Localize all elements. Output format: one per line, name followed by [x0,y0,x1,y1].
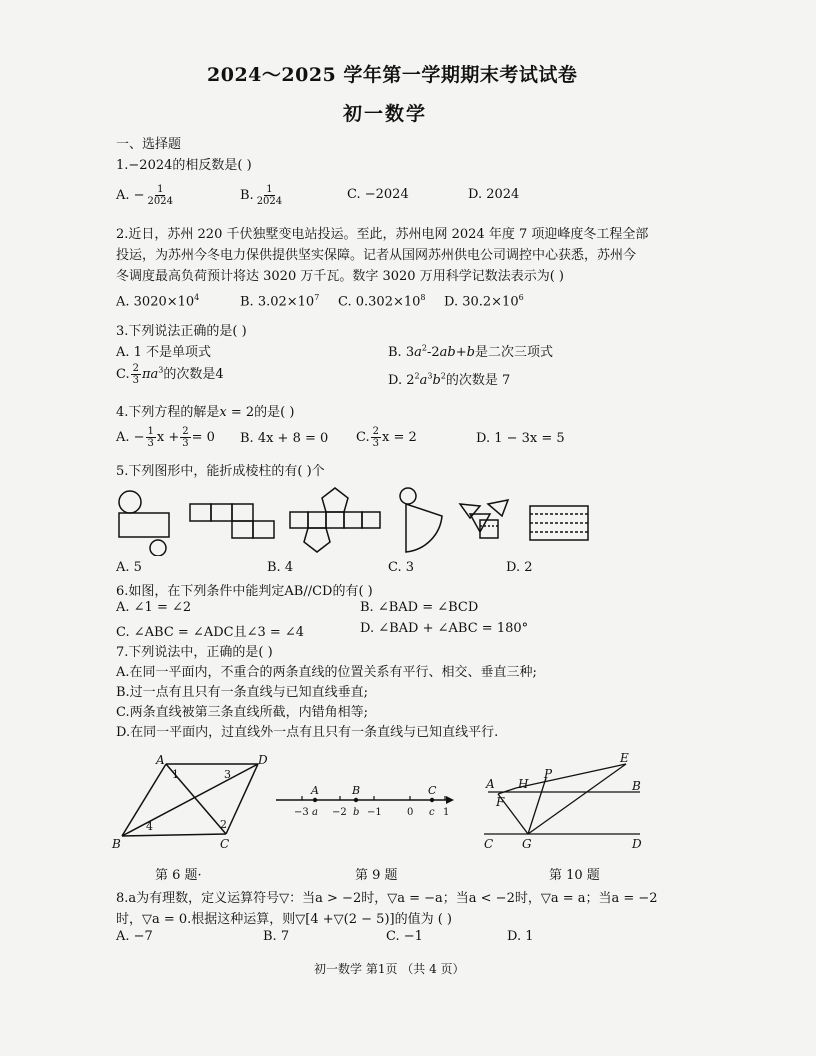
question-7-stem: 7.下列说法中，正确的是( ) [116,645,273,660]
question-6-option-c: C. ∠ABC = ∠ADC且∠3 = ∠4 [116,625,305,640]
figure-6-caption: 第 6 题· [155,868,202,883]
denominator: 2024 [256,196,283,207]
question-4-option-c [356,426,417,449]
question-6-option-d: D. ∠BAD + ∠ABC = 180° [360,621,529,636]
numerator: 1 [157,184,164,195]
question-8-option-c: C. −1 [386,929,423,944]
figure-9-number-line [272,780,462,830]
point-e-label: E [620,751,629,765]
question-2-option-a [116,293,199,309]
exponent: 7 [314,293,320,302]
tick-1: 1 [443,807,450,818]
question-2-line-3: 冬调度最高负荷预计将达 3020 万千瓦。数字 3020 万用科学记数法表示为( ) [116,269,564,284]
question-4-option-d: D. 1 − 3x = 5 [476,431,565,446]
question-6-option-a: A. ∠1 = ∠2 [116,600,192,615]
option-label: A. − [116,188,145,203]
question-2-line-2: 投运，为苏州今冬电力保供提供坚实保障。记者从国网苏州供电公司调控中心获悉，苏州今 [116,248,637,263]
figure-9-caption: 第 9 题 [355,868,398,883]
question-3-option-c [116,363,224,386]
option-text: 的次数是4 [163,367,224,382]
option-text: x = 2 [382,430,417,445]
question-4-option-a [116,426,215,449]
question-3-option-b [388,341,553,360]
question-1-stem: 1.−2024的相反数是( ) [116,158,252,173]
net-folded-rectangle [530,506,588,540]
option-text: B. 3.02×10 [240,294,315,310]
net-pentagonal-prism [290,488,380,552]
fraction [255,184,284,207]
tick-0: 0 [407,807,414,818]
question-8-option-b: B. 7 [263,929,290,944]
variable: ab [439,345,456,360]
net-cone [400,488,442,552]
denominator: 2024 [147,196,173,207]
exponent: 2 [440,371,446,381]
exam-subject: 初一数学 [343,103,428,125]
stem-text: = 2的是( ) [226,405,295,420]
angle-4-label: 4 [146,820,153,833]
question-8-option-d: D. 1 [507,929,534,944]
question-6-option-b: B. ∠BAD = ∠BCD [360,600,479,615]
value-c-label: c [429,807,435,818]
question-5-option-b: B. 4 [267,560,294,575]
point-b-label: B [112,837,121,851]
question-5-option-d: D. 2 [506,560,533,575]
net-cylinder [119,491,169,556]
option-text: + [455,345,467,360]
tick-minus-1: −1 [367,807,382,818]
denominator: 3 [132,375,139,386]
point-a-label: A [311,784,319,797]
option-label: C. [116,367,130,382]
exponent: 6 [518,293,524,302]
question-3-stem: 3.下列说法正确的是( ) [116,324,247,339]
exponent: 2 [421,343,427,353]
option-text: x + [156,430,180,445]
point-b-label: B [352,784,361,797]
question-8-line-1: 8.a为有理数，定义运算符号▽：当a > −2时，▽a = −a；当a < −2时，▽a = a；当a = −2 [116,891,658,906]
question-1-option-b [240,184,285,207]
question-8-line-2: 时，▽a = 0.根据这种运算，则▽[4 +▽(2 − 5)]的值为 ( ) [116,912,452,927]
question-7-option-d: D.在同一平面内，过直线外一点有且只有一条直线与已知直线平行. [116,725,499,740]
denominator: 3 [147,438,154,449]
question-2-option-c [338,293,426,309]
question-3-option-d [388,369,510,388]
stem-text: 4.下列方程的解是 [116,405,220,420]
fraction [371,426,381,449]
question-1-option-d: D. 2024 [468,187,520,202]
question-4-option-b: B. 4x + 8 = 0 [240,431,329,446]
fraction [131,363,141,386]
figure-10-caption: 第 10 题 [549,868,600,883]
question-7-option-a: A.在同一平面内，不重合的两条直线的位置关系有平行、相交、垂直三种; [116,665,537,680]
question-5-option-a: A. 5 [116,560,142,575]
question-8-option-a: A. −7 [116,929,153,944]
section-heading: 一、选择题 [116,137,182,152]
question-2-line-1: 2.近日，苏州 220 千伏独墅变电站投运。至此，苏州电网 2024 年度 7 项迎峰度冬工程全部 [116,227,649,242]
numerator: 2 [132,363,139,374]
question-5-nets-figure [110,484,600,556]
net-triangular [460,500,508,538]
question-2-option-b [240,293,319,309]
fraction [146,426,156,449]
variable: a [414,345,422,360]
option-text: D. 2 [388,373,415,388]
point-f-label: F [496,795,505,809]
point-p-label: P [544,767,553,781]
denominator: 3 [372,438,379,449]
option-text: = 0 [191,430,215,445]
option-text: D. 30.2×10 [444,294,519,310]
option-label: A. − [116,430,145,445]
point-b-label: B [632,779,641,793]
figure-10-parallel-lines [478,748,658,852]
point-d-label: D [632,837,642,851]
net-squares [190,504,274,538]
numerator: 1 [266,184,273,195]
point-c-label: C [484,837,494,851]
question-3-option-a: A. 1 不是单项式 [116,345,212,360]
exponent: 3 [427,371,433,381]
angle-2-label: 2 [220,818,227,831]
option-text: B. 3 [388,345,415,360]
angle-3-label: 3 [224,768,231,781]
point-h-label: H [518,777,529,791]
exponent: 8 [420,293,426,302]
question-2-option-d [444,293,524,309]
numerator: 2 [372,426,379,437]
question-6-stem: 6.如图，在下列条件中能判定AB//CD的有( ) [116,584,373,599]
question-5-option-c: C. 3 [388,560,415,575]
point-g-label: G [522,837,532,851]
option-text: A. 3020×10 [116,294,195,310]
option-text: 是二次三项式 [474,345,553,360]
question-5-stem: 5.下列图形中，能折成棱柱的有( )个 [116,464,325,479]
numerator: 1 [147,426,154,437]
point-c-label: C [428,784,437,797]
option-label: C. [356,430,370,445]
point-d-label: D [258,753,268,767]
tick-minus-3: −3 [294,807,309,818]
angle-1-label: 1 [172,768,179,781]
point-a-label: A [156,753,165,767]
fraction [146,184,175,207]
denominator: 3 [182,438,189,449]
variable: x [219,405,227,420]
fraction [180,426,190,449]
exponent: 3 [158,365,164,375]
exponent: 2 [414,371,420,381]
question-1-option-a [116,184,176,207]
variable: b [432,373,441,388]
point-c-label: C [220,837,230,851]
page-footer: 初一数学 第1页 （共 4 页） [314,962,465,976]
value-b-label: b [353,807,360,818]
option-text: -2 [426,345,440,360]
question-1-option-c: C. −2024 [347,187,409,202]
variable: πa [142,367,159,382]
option-text: C. 0.302×10 [338,294,421,310]
question-7-option-b: B.过一点有且只有一条直线与已知直线垂直; [116,685,369,700]
option-text: 的次数是 7 [445,373,511,388]
point-a-label: A [486,777,495,791]
option-label: B. [240,188,254,203]
question-7-option-c: C.两条直线被第三条直线所截，内错角相等; [116,705,368,720]
value-a-label: a [312,807,318,818]
numerator: 2 [182,426,189,437]
tick-minus-2: −2 [332,807,347,818]
variable: a [419,373,428,388]
question-4-stem [116,401,294,420]
figure-6-parallelogram [108,748,278,852]
exponent: 4 [194,293,200,302]
variable: b [466,345,475,360]
exam-title: 2024～2025 学年第一学期期末考试试卷 [207,64,578,86]
